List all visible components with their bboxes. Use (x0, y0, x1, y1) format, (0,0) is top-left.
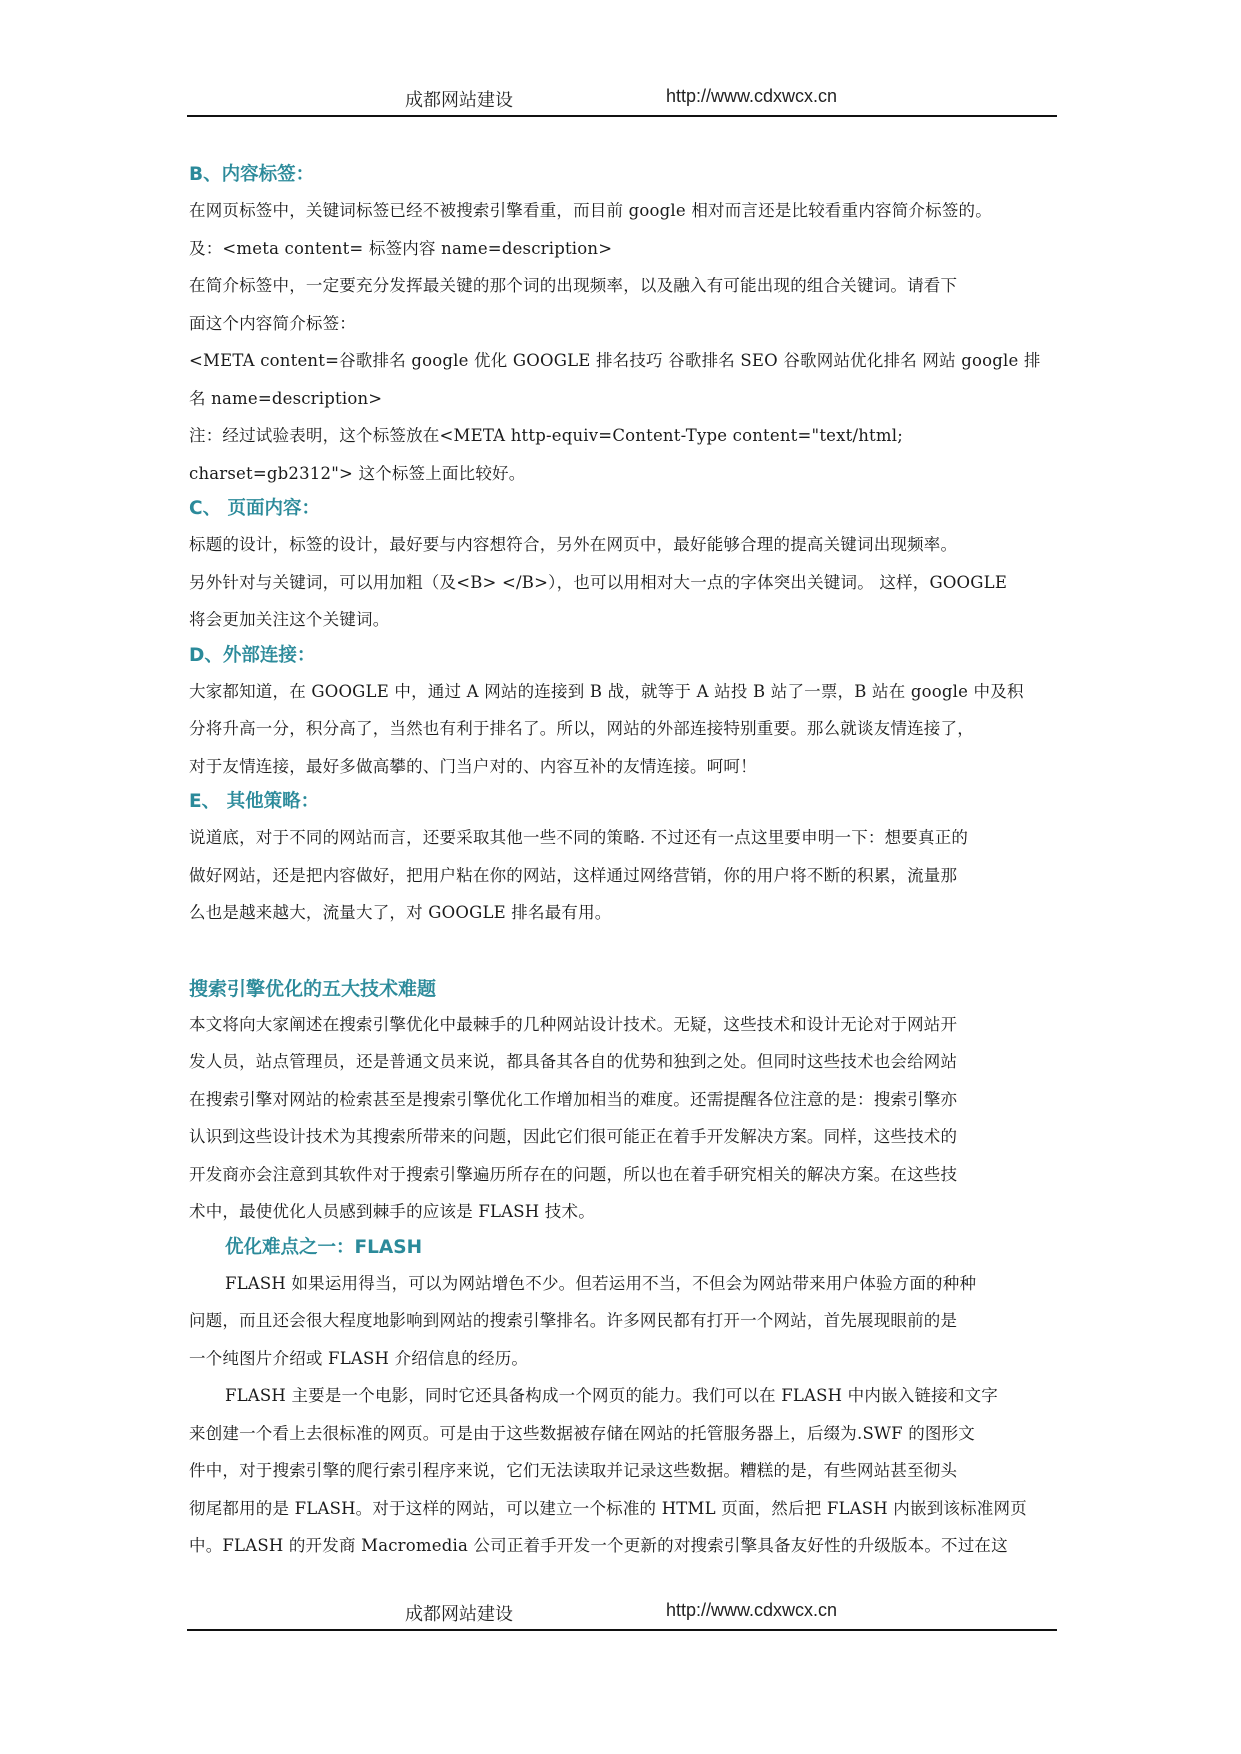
text-line: 中。FLASH 的开发商 Macromedia 公司正着手开发一个更新的对搜索引擎具备友好性的升级版本。不过在这 (189, 1536, 1008, 1555)
text-line: 及：<meta content= 标签内容 name=description> (189, 238, 613, 258)
text-line: 件中，对于搜索引擎的爬行索引程序来说，它们无法读取并记录这些数据。糟糕的是，有些网站甚至彻头 (189, 1461, 958, 1480)
text-line: charset=gb2312"> 这个标签上面比较好。 (189, 463, 526, 483)
text-line: 说道底，对于不同的网站而言，还要采取其他一些不同的策略. 不过还有一点这里要申明一下：想要真正的 (189, 828, 969, 847)
text-line: <META content=谷歌排名 google 优化 GOOGLE 排名技巧 谷歌排名 SEO 谷歌网站优化排名 网站 google 排 (189, 351, 1041, 370)
flash-paragraph-2 (189, 1377, 1069, 1565)
section-d-title: D、外部连接： (189, 644, 316, 666)
text-line: 在简介标签中，一定要充分发挥最关键的那个词的出现频率，以及融入有可能出现的组合关键词。请看下 (189, 276, 958, 295)
text-line: 在搜索引擎对网站的检索甚至是搜索引擎优化工作增加相当的难度。还需提醒各位注意的是：搜索引擎亦 (189, 1089, 958, 1109)
text-line: 名 name=description> (189, 388, 383, 408)
text-line: 么也是越来越大，流量大了，对 GOOGLE 排名最有用。 (189, 903, 612, 922)
text-line: 本文将向大家阐述在搜索引擎优化中最棘手的几种网站设计技术。无疑，这些技术和设计无论对于网站开 (189, 1014, 958, 1034)
page-content (189, 158, 1069, 1565)
section-e-title: E、 其他策略： (189, 791, 320, 812)
text-line: 标题的设计，标签的设计，最好要与内容想符合，另外在网页中，最好能够合理的提高关键词出现频率。 (189, 535, 958, 554)
text-line: 认识到这些设计技术为其搜索所带来的问题，因此它们很可能正在着手开发解决方案。同样，这些技术的 (189, 1127, 958, 1146)
section-c-body (189, 526, 1069, 639)
text-line: 将会更加关注这个关键词。 (189, 610, 390, 629)
text-line: 彻尾都用的是 FLASH。对于这样的网站，可以建立一个标准的 HTML 页面，然后把 FLASH 内嵌到该标准网页 (189, 1498, 1027, 1518)
section-b-body (189, 192, 1069, 492)
header-site-name: 成都网站建设 (405, 90, 513, 111)
five-problems-body (189, 1006, 1069, 1231)
text-line: FLASH 如果运用得当，可以为网站增色不少。但若运用不当，不但会为网站带来用户体验方面的种种 (225, 1273, 977, 1293)
text-line: 做好网站，还是把内容做好，把用户粘在你的网站，这样通过网络营销，你的用户将不断的积累，流量那 (189, 865, 958, 885)
text-line: 大家都知道，在 GOOGLE 中，通过 A 网站的连接到 B 战，就等于 A 站投 B 站了一票，B 站在 google 中及积 (189, 681, 1024, 701)
flash-paragraph-1 (189, 1265, 1069, 1378)
text-line: 分将升高一分，积分高了，当然也有利于排名了。所以，网站的外部连接特别重要。那么就谈友情连接了， (189, 719, 974, 738)
text-line: 来创建一个看上去很标准的网页。可是由于这些数据被存储在网站的托管服务器上，后缀为.SWF 的图形文 (189, 1423, 976, 1443)
spacer (189, 932, 1069, 972)
section-d-body (189, 673, 1069, 786)
section-b-title: B、内容标签： (189, 164, 315, 185)
text-line: 在网页标签中，关键词标签已经不被搜索引擎看重，而目前 google 相对而言还是比较看重内容简介标签的。 (189, 201, 992, 220)
text-line: 一个纯图片介绍或 FLASH 介绍信息的经历。 (189, 1348, 529, 1368)
page-footer (187, 1596, 1057, 1636)
footer-rule (187, 1629, 1057, 1631)
five-problems-title: 搜索引擎优化的五大技术难题 (189, 977, 437, 1000)
text-line: 发人员，站点管理员，还是普通文员来说，都具备其各自的优势和独到之处。但同时这些技术也会给网站 (189, 1052, 958, 1071)
text-line: 另外针对与关键词，可以用加粗（及<B> </B>），也可以用相对大一点的字体突出关键词。 这样，GOOGLE (189, 572, 1008, 592)
text-line: 开发商亦会注意到其软件对于搜索引擎遍历所存在的问题，所以也在着手研究相关的解决方案。在这些技 (189, 1164, 958, 1184)
footer-site-name: 成都网站建设 (405, 1604, 513, 1625)
page-header (187, 82, 1057, 122)
text-line: 术中，最使优化人员感到棘手的应该是 FLASH 技术。 (189, 1202, 595, 1221)
text-line: 问题，而且还会很大程度地影响到网站的搜索引擎排名。许多网民都有打开一个网站，首先展现眼前的是 (189, 1311, 958, 1330)
section-e-body (189, 819, 1069, 932)
section-c-title: C、 页面内容： (189, 498, 321, 519)
text-line: 对于友情连接，最好多做高攀的、门当户对的、内容互补的友情连接。呵呵！ (189, 756, 757, 776)
footer-url: http://www.cdxwcx.cn (666, 1600, 838, 1620)
text-line: 注：经过试验表明，这个标签放在<META http-equiv=Content-Type content="text/html; (189, 426, 903, 445)
header-rule (187, 115, 1057, 117)
flash-title: 优化难点之一：FLASH (225, 1236, 423, 1258)
text-line: 面这个内容简介标签： (189, 313, 356, 333)
text-line: FLASH 主要是一个电影，同时它还具备构成一个网页的能力。我们可以在 FLASH 中内嵌入链接和文字 (225, 1386, 998, 1405)
header-url: http://www.cdxwcx.cn (666, 86, 838, 106)
